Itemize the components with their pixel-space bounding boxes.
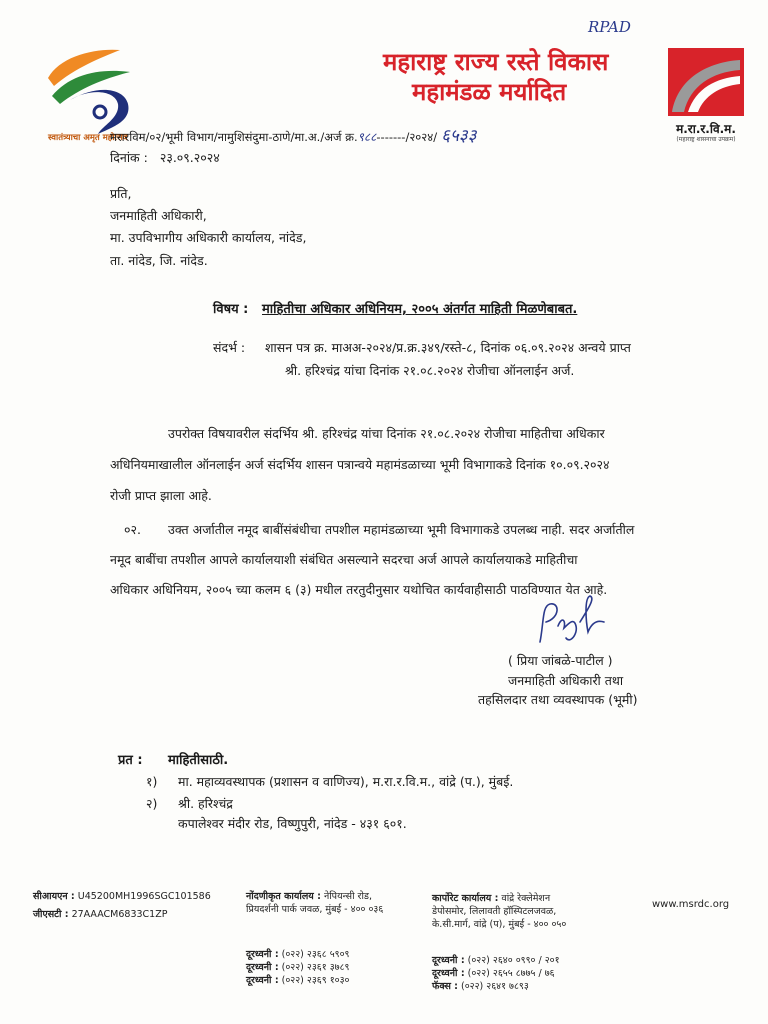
date-line — [110, 150, 220, 166]
cin-label: सीआयएन : — [33, 891, 75, 902]
references-label: संदर्भ : — [213, 340, 246, 355]
para1-line-1: उपरोक्त विषयावरील संदर्भिय श्री. हरिश्चंद्र यांचा दिनांक २१.०८.२०२४ रोजीचा माहितीचा अधिकार — [168, 426, 605, 441]
signatory-designation-2: तहसिलदार तथा व्यवस्थापक (भूमी) — [478, 692, 638, 707]
reg-office-line-1: नेपियन्सी रोड, — [323, 891, 373, 902]
phone-label-5: दूरध्वनी : — [432, 968, 465, 979]
para1-line-3: रोजी प्राप्त झाला आहे. — [110, 488, 212, 503]
signature-icon — [530, 592, 610, 652]
subject-text: माहितीचा अधिकार अधिनियम, २००५ अंतर्गत माहिती मिळणेबाबत. — [262, 302, 578, 317]
corp-office-label: कार्पोरेट कार्यालय : — [432, 893, 499, 904]
footer-phones-right — [432, 954, 560, 993]
copy-item1-number: १) — [146, 774, 158, 789]
phone-left-2: (०२२) २३६१ ३७८९ — [281, 962, 350, 973]
reg-office-label: नोंदणीकृत कार्यालय : — [246, 891, 321, 902]
footer-phones-left — [246, 948, 349, 987]
para2-line-1: उक्त अर्जातील नमूद बाबींसंबंधीचा तपशील महामंडळाच्या भूमी विभागाकडे उपलब्ध नाही. सदर अर्जातील — [168, 522, 635, 537]
para1-line-2: अधिनियमाखालील ऑनलाईन अर्ज संदर्भिय शासन पत्रान्वये महामंडळाच्या भूमी विभागाकडे दिनांक १०.०९.२०२४ — [110, 457, 610, 472]
signature-scribble — [530, 592, 610, 652]
para2-line-2: नमूद बाबींचा तपशील आपले कार्यालयाशी संबंधित असल्याने सदरचा अर्ज आपले कार्यालयाकडे माहितीचा — [110, 552, 578, 567]
phone-left-3: (०२२) २३६९ १०३० — [281, 975, 350, 986]
references-line-1: शासन पत्र क्र. माअअ-२०२४/प्र.क्र.३४९/रस्ते-८, दिनांक ०६.०९.२०२४ अन्वये प्राप्त — [265, 340, 631, 355]
corp-office-line-1: वांद्रे रेक्लेमेशन — [501, 893, 551, 904]
footer-cin — [33, 890, 211, 903]
copy-item2-line-1: श्री. हरिश्चंद्र — [178, 796, 233, 811]
website-link[interactable]: www.msrdc.org — [652, 899, 730, 910]
para2-number: ०२. — [124, 522, 141, 537]
footer-corp-office — [432, 892, 566, 931]
copy-label: प्रत : — [118, 753, 143, 768]
copy-item2-line-2: कपालेश्वर मंदीर रोड, विष्णुपुरी, नांदेड - ४३१ ६०१. — [178, 816, 407, 831]
msrdc-logo — [668, 48, 744, 116]
copy-item2-number: २) — [146, 796, 158, 811]
reference-number — [110, 128, 477, 145]
org-name-line1: महाराष्ट्र राज्य रस्ते विकास — [383, 48, 609, 76]
msrdc-logo-icon — [668, 48, 744, 116]
gst-label: जीएसटी : — [33, 909, 69, 920]
phone-label-1: दूरध्वनी : — [246, 949, 279, 960]
fax-value: (०२२) २६४१ ७८९३ — [461, 981, 529, 992]
corp-office-line-2: डेपोसमोर, लिलावती हॉस्पिटलजवळ, — [432, 906, 557, 917]
phone-right-2: (०२२) २६५५ ८७७५ / ७६ — [467, 968, 555, 979]
copy-item1-text: मा. महाव्यवस्थापक (प्रशासन व वाणिज्य), म.रा.र.वि.म., वांद्रे (प.), मुंबई. — [178, 774, 514, 789]
outward-number-handwritten: ६५३३ — [441, 126, 477, 146]
signatory-designation-1: जनमाहिती अधिकारी तथा — [508, 673, 624, 688]
recipient-line-1: प्रति, — [110, 186, 132, 201]
org-name-line2: महामंडळ मर्यादित — [412, 78, 567, 106]
para2-line-3: अधिकार अधिनियम, २००५ च्या कलम ६ (३) मधील तरतुदीनुसार यथोचित कार्यवाहीसाठी पाठविण्यात येत आहे. — [110, 582, 608, 597]
azadi-emblem-icon — [40, 38, 140, 138]
recipient-line-4: ता. नांदेड, जि. नांदेड. — [110, 253, 208, 268]
corp-office-line-3: के.सी.मार्ग, वांद्रे (प), मुंबई - ४०० ०५० — [432, 919, 567, 930]
footer-reg-office — [246, 890, 383, 916]
gst-value: 27AAACM6833C1ZP — [71, 909, 168, 920]
signatory-name: ( प्रिया जांबळे-पाटील ) — [508, 653, 613, 668]
phone-label-3: दूरध्वनी : — [246, 975, 279, 986]
logo-caption: म.रा.र.वि.म. — [676, 122, 736, 136]
reference-handwritten-number: ९८८ — [357, 130, 377, 144]
phone-left-1: (०२२) २३६८ ५९०९ — [281, 949, 350, 960]
azadi-emblem — [40, 38, 140, 138]
cin-value: U45200MH1996SGC101586 — [77, 891, 211, 902]
footer-gst — [33, 908, 167, 921]
references-line-2: श्री. हरिश्चंद्र यांचा दिनांक २१.०८.२०२४ रोजीचा ऑनलाईन अर्ज. — [285, 363, 575, 378]
logo-subcaption: (महाराष्ट्र शासनाचा उपक्रम) — [676, 136, 736, 143]
fax-label: फॅक्स : — [432, 981, 458, 992]
reg-office-line-2: प्रियदर्शनी पार्क जवळ, मुंबई - ४०० ०३६ — [246, 904, 384, 915]
copy-heading: माहितीसाठी. — [168, 753, 229, 768]
date-label: दिनांक : — [110, 150, 148, 165]
reference-prefix: मरारविम/०२/भूमी विभाग/नामुशिसंदुमा-ठाणे/मा.अ./अर्ज क्र. — [110, 130, 358, 144]
phone-right-1: (०२२) २६४० ०९९० / २०१ — [467, 955, 560, 966]
date-value: २३.०९.२०२४ — [159, 150, 220, 165]
recipient-line-2: जनमाहिती अधिकारी, — [110, 208, 207, 223]
reference-suffix: -------/२०२४/ — [376, 130, 438, 144]
subject-label: विषय : — [213, 302, 249, 317]
phone-label-4: दूरध्वनी : — [432, 955, 465, 966]
phone-label-2: दूरध्वनी : — [246, 962, 279, 973]
recipient-line-3: मा. उपविभागीय अधिकारी कार्यालय, नांदेड, — [110, 230, 307, 245]
handwritten-note: RPAD — [588, 18, 631, 36]
emblem-caption: स्वातंत्र्याचा अमृत महोत्सव — [48, 133, 128, 143]
